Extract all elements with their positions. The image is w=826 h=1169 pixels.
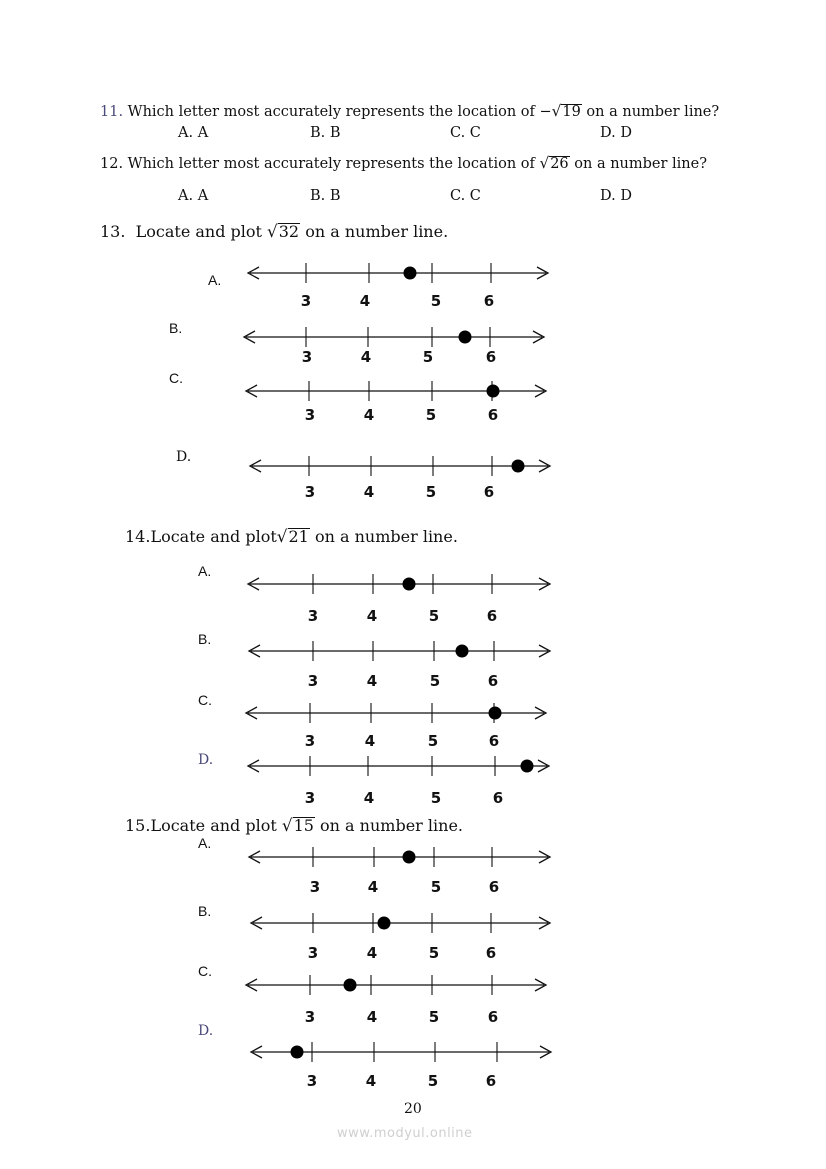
tick-label: 3 [307,944,319,962]
tick-label: 4 [363,483,375,501]
tick-label: 6 [487,406,499,424]
tick-label: 4 [359,292,371,310]
tick-label: 5 [430,878,442,896]
radical-expression: √15 [281,815,314,835]
question-number: 15. [125,816,151,835]
tick-label: 3 [304,1008,316,1026]
tick-label: 3 [301,348,313,366]
radical-expression: √21 [276,526,309,546]
plotted-point [487,385,500,398]
tick-label: 3 [304,789,316,807]
question-text: Locate and plot [135,222,268,241]
tick-label: 3 [304,483,316,501]
tick-label: 5 [427,732,439,750]
question-text: Which letter most accurately represents the location of [127,156,540,172]
option-label-d[interactable]: D. [198,752,214,768]
question-text-end: on a number line. [309,527,458,546]
tick-label: 6 [486,607,498,625]
watermark: www.modyul.online [337,1126,473,1141]
q13-option-c-number-line [246,381,546,424]
tick-label: 5 [425,406,437,424]
tick-label: 3 [307,607,319,625]
q14-option-c-number-line [246,703,546,750]
radical-expression: √19 [551,102,581,120]
radicand: 26 [550,156,569,172]
negative-sign: − [539,104,552,120]
option-c[interactable]: C. C [450,188,481,204]
tick-label: 3 [306,1072,318,1090]
option-label-b[interactable]: B. [198,631,212,647]
q13-option-d-number-line [250,456,550,501]
plotted-point [456,645,469,658]
q15-option-b-number-line [251,913,550,962]
plotted-point [404,267,417,280]
tick-label: 4 [363,406,375,424]
tick-label: 4 [366,944,378,962]
tick-label: 6 [492,789,504,807]
option-label-d[interactable]: D. [198,1023,214,1039]
option-label-d[interactable]: D. [176,449,192,465]
page-number: 20 [404,1101,422,1117]
option-b[interactable]: B. B [310,125,341,141]
q15-option-d-number-line [251,1042,551,1090]
plotted-point [403,851,416,864]
question-text: Locate and plot [150,527,277,546]
option-label-c[interactable]: C. [198,963,212,979]
tick-label: 4 [363,789,375,807]
tick-label: 6 [488,732,500,750]
option-c[interactable]: C. C [450,125,481,141]
tick-label: 4 [360,348,372,366]
plotted-point [403,578,416,591]
tick-label: 5 [428,607,440,625]
question-text-end: on a number line? [569,156,707,172]
tick-label: 6 [485,944,497,962]
q14-option-a-number-line [248,574,550,625]
option-label-a[interactable]: A. [198,563,212,579]
tick-label: 5 [428,1008,440,1026]
plotted-point [521,760,534,773]
tick-label: 5 [422,348,434,366]
tick-label: 5 [428,944,440,962]
option-a[interactable]: A. A [178,188,209,204]
tick-label: 6 [488,878,500,896]
q15-option-a-number-line [249,847,550,896]
option-a[interactable]: A. A [178,125,209,141]
tick-label: 6 [485,348,497,366]
question-text: Locate and plot [150,816,282,835]
tick-label: 6 [483,292,495,310]
tick-label: 5 [430,789,442,807]
tick-label: 4 [364,732,376,750]
tick-label: 3 [307,672,319,690]
question-number: 11. [100,104,124,120]
option-label-a[interactable]: A. [208,272,222,288]
tick-label: 6 [487,1008,499,1026]
tick-label: 6 [485,1072,497,1090]
option-d[interactable]: D. D [600,188,632,204]
option-b[interactable]: B. B [310,188,341,204]
plotted-point [459,331,472,344]
tick-label: 3 [304,406,316,424]
tick-label: 5 [430,292,442,310]
radicand: 21 [288,527,309,546]
question-text-end: on a number line? [581,104,720,120]
question-number: 13. [100,222,126,241]
radicand: 15 [293,816,314,835]
tick-label: 3 [304,732,316,750]
question-number: 12. [100,156,124,172]
tick-label: 4 [366,1008,378,1026]
q14-option-b-number-line [249,641,550,690]
question-number: 14. [125,527,151,546]
plotted-point [512,460,525,473]
tick-label: 4 [365,1072,377,1090]
option-label-c[interactable]: C. [198,692,212,708]
tick-label: 5 [425,483,437,501]
q13-option-b-number-line [244,327,544,366]
tick-label: 3 [300,292,312,310]
option-label-b[interactable]: B. [198,903,212,919]
tick-label: 6 [483,483,495,501]
tick-label: 5 [427,1072,439,1090]
q15-option-c-number-line [246,975,546,1026]
q13-option-a-number-line [248,263,548,310]
option-d[interactable]: D. D [600,125,632,141]
question-text: Which letter most accurately represents the location of [127,104,540,120]
tick-label: 4 [366,672,378,690]
tick-label: 5 [429,672,441,690]
question-text-end: on a number line. [314,816,463,835]
question-text-end: on a number line. [300,222,449,241]
tick-label: 4 [367,878,379,896]
q14-option-d-number-line [248,756,549,807]
plotted-point [378,917,391,930]
tick-label: 4 [366,607,378,625]
radical-expression: √26 [539,154,569,172]
radicand: 19 [562,104,581,120]
option-label-b[interactable]: B. [169,320,183,336]
option-label-a[interactable]: A. [198,835,212,851]
tick-label: 6 [487,672,499,690]
plotted-point [489,707,502,720]
plotted-point [291,1046,304,1059]
radicand: 32 [278,222,300,241]
option-label-c[interactable]: C. [169,370,183,386]
tick-label: 3 [309,878,321,896]
radical-expression: √32 [267,221,300,241]
plotted-point [344,979,357,992]
